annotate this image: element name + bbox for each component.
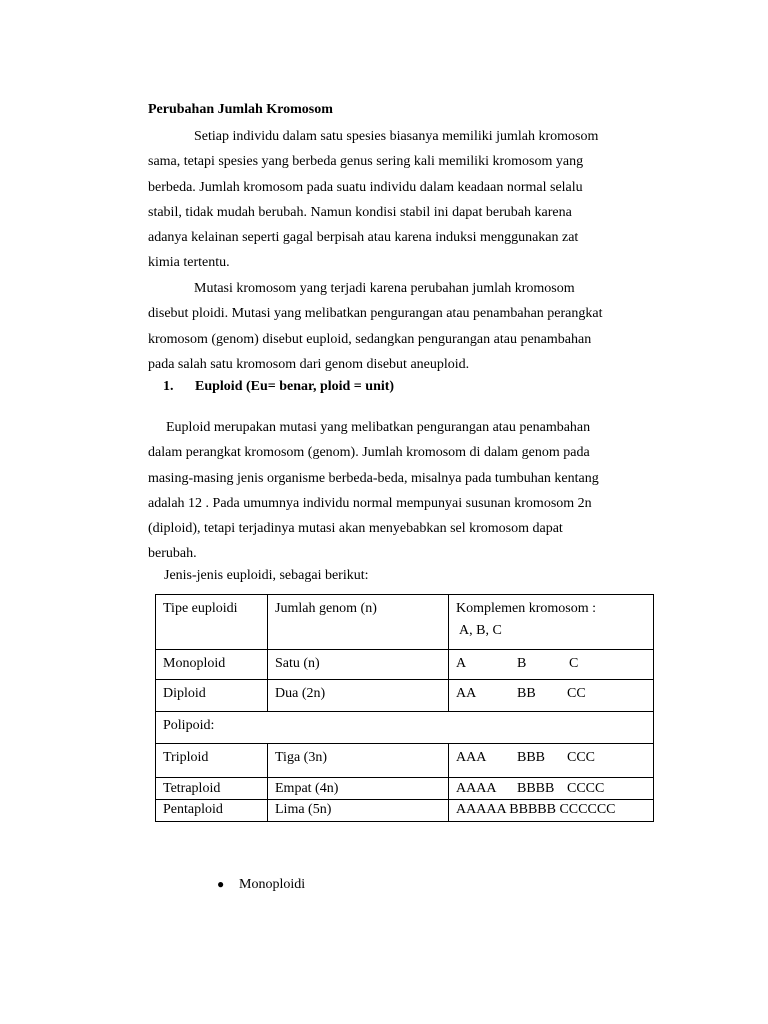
list-number: 1. — [163, 379, 174, 394]
table-cell: AA BB CC — [449, 680, 654, 712]
table-row — [156, 778, 654, 800]
table-row — [156, 680, 654, 712]
numbered-heading-euploid — [163, 379, 394, 395]
table-cell: AAAA BBBB CCCC — [449, 778, 654, 800]
table-intro: Jenis-jenis euploidi, sebagai berikut: — [164, 568, 369, 583]
paragraph-line: Euploid merupakan mutasi yang melibatkan pengurangan atau penambahan — [166, 420, 591, 435]
paragraph-line: disebut ploidi. Mutasi yang melibatkan pengurangan atau penambahan perangkat — [148, 306, 603, 322]
table-cell: Satu (n) — [268, 650, 449, 680]
table-cell: A B C — [449, 650, 654, 680]
table-cell: Empat (4n) — [268, 778, 449, 800]
table-cell: Diploid — [156, 680, 268, 712]
table-cell: Pentaploid — [156, 800, 268, 822]
bullet-list-item — [217, 877, 305, 893]
table-cell: Tetraploid — [156, 778, 268, 800]
table-cell: Triploid — [156, 744, 268, 778]
table-cell: Tiga (3n) — [268, 744, 449, 778]
paragraph-line: sama, tetapi spesies yang berbeda genus sering kali memiliki kromosom yang — [148, 154, 584, 170]
numbered-heading-title: Euploid (Eu= benar, ploid = unit) — [195, 379, 395, 394]
paragraph-2 — [148, 276, 653, 377]
paragraph-line: pada salah satu kromosom dari genom disebut aneuploid. — [148, 356, 470, 372]
paragraph-line: Setiap individu dalam satu spesies biasanya memiliki jumlah kromosom — [194, 129, 599, 144]
paragraph-line: (diploid), tetapi terjadinya mutasi akan menyebabkan sel kromosom dapat — [148, 521, 563, 537]
paragraph-line: adalah 12 . Pada umumnya individu normal mempunyai susunan kromosom 2n — [148, 495, 592, 511]
table-header-row — [156, 595, 654, 650]
paragraph-line: adanya kelainan seperti gagal berpisah atau karena induksi menggunakan zat — [148, 230, 579, 246]
paragraph-line: dalam perangkat kromosom (genom). Jumlah kromosom di dalam genom pada — [148, 445, 590, 461]
table-cell: Lima (5n) — [268, 800, 449, 822]
paragraph-line: stabil, tidak mudah berubah. Namun kondisi stabil ini dapat berubah karena — [148, 204, 572, 220]
table-row — [156, 744, 654, 778]
paragraph-line: berubah. — [148, 546, 197, 562]
table-header-cell: Jumlah genom (n) — [268, 595, 449, 650]
table-span-row — [156, 712, 654, 744]
table-header-cell: Tipe euploidi — [156, 595, 268, 650]
section-heading: Perubahan Jumlah Kromosom — [148, 102, 333, 117]
paragraph-line: kromosom (genom) disebut euploid, sedangkan pengurangan atau penambahan — [148, 331, 592, 347]
table-cell: Monoploid — [156, 650, 268, 680]
paragraph-line: berbeda. Jumlah kromosom pada suatu individu dalam keadaan normal selalu — [148, 179, 583, 195]
paragraph-line: masing-masing jenis organisme berbeda-beda, misalnya pada tumbuhan kentang — [148, 470, 599, 486]
euploid-table — [155, 594, 654, 822]
table-row — [156, 800, 654, 822]
table-cell: AAA BBB CCC — [449, 744, 654, 778]
paragraph-3 — [148, 415, 653, 567]
paragraph-line: Mutasi kromosom yang terjadi karena perubahan jumlah kromosom — [194, 281, 575, 296]
table-header-cell: Komplemen kromosom : A, B, C — [449, 595, 654, 650]
table-cell-polipoid: Polipoid: — [156, 712, 654, 744]
table-cell: Dua (2n) — [268, 680, 449, 712]
table-cell: AAAAA BBBBB CCCCCC — [449, 800, 654, 822]
paragraph-1 — [148, 124, 653, 276]
bullet-icon: ● — [217, 877, 225, 891]
bullet-item-label: Monoploidi — [239, 877, 306, 892]
paragraph-line: kimia tertentu. — [148, 255, 230, 271]
table-row — [156, 650, 654, 680]
